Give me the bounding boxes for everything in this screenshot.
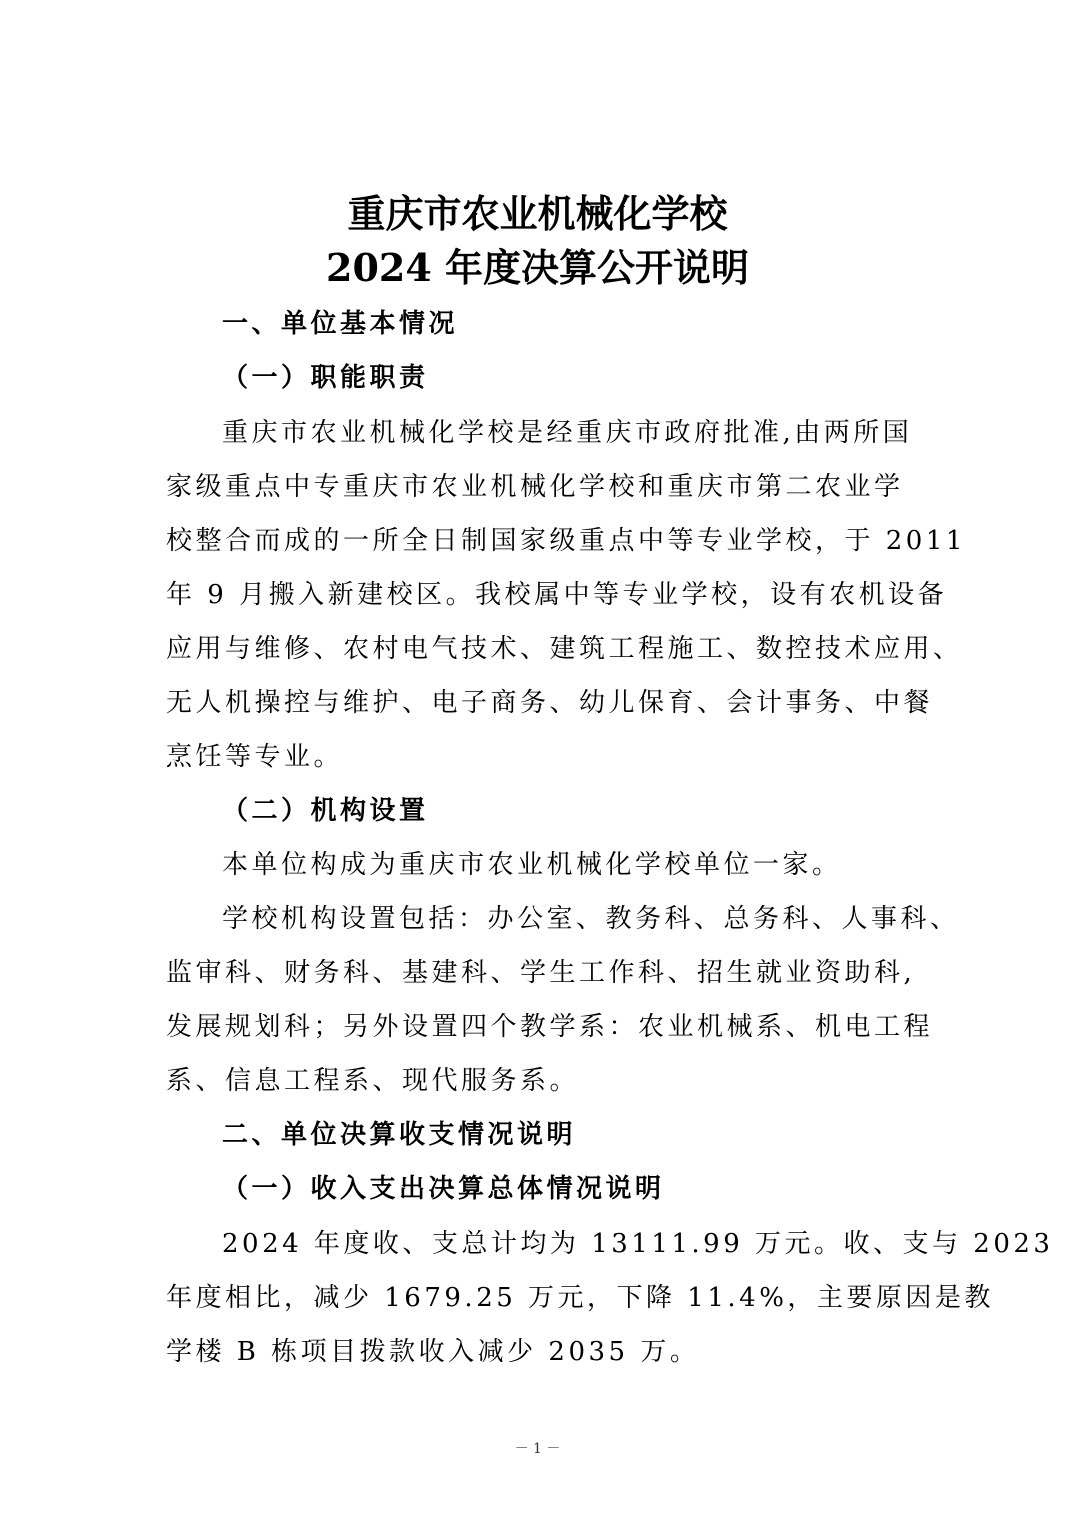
page-number: － 1 － (514, 1441, 561, 1457)
paragraph-line: 年度相比，减少 1679.25 万元，下降 11.4%，主要原因是教 (166, 1283, 994, 1313)
document-title-line2: 2024 年度决算公开说明 (326, 245, 749, 290)
section-heading-budget: 二、单位决算收支情况说明 (222, 1120, 577, 1150)
paragraph-line: 2024 年度收、支总计均为 13111.99 万元。收、支与 2023 (222, 1229, 1054, 1259)
paragraph-line: 年 9 月搬入新建校区。我校属中等专业学校，设有农机设备 (166, 580, 948, 610)
paragraph-line: 家级重点中专重庆市农业机械化学校和重庆市第二农业学 (166, 472, 904, 502)
section-heading-basic-info: 一、单位基本情况 (222, 309, 459, 339)
paragraph-line: 学楼 B 栋项目拨款收入减少 2035 万。 (166, 1337, 700, 1367)
paragraph-line: 本单位构成为重庆市农业机械化学校单位一家。 (222, 850, 842, 880)
paragraph-line: 重庆市农业机械化学校是经重庆市政府批准,由两所国 (222, 418, 913, 448)
paragraph-line: 学校机构设置包括：办公室、教务科、总务科、人事科、 (222, 904, 960, 934)
paragraph-line: 监审科、财务科、基建科、学生工作科、招生就业资助科, (166, 958, 916, 988)
paragraph-line: 烹饪等专业。 (166, 742, 344, 772)
paragraph-line: 无人机操控与维护、电子商务、幼儿保育、会计事务、中餐 (166, 688, 934, 718)
paragraph-line: 应用与维修、农村电气技术、建筑工程施工、数控技术应用、 (166, 634, 963, 664)
paragraph-line: 系、信息工程系、现代服务系。 (166, 1066, 580, 1096)
subheading-organization: （二）机构设置 (222, 796, 429, 826)
paragraph-line: 校整合而成的一所全日制国家级重点中等专业学校，于 2011 (166, 526, 966, 556)
subheading-functions: （一）职能职责 (222, 363, 429, 393)
document-title-line1: 重庆市农业机械化学校 (347, 191, 728, 236)
paragraph-line: 发展规划科；另外设置四个教学系：农业机械系、机电工程 (166, 1012, 934, 1042)
subheading-overall: （一）收入支出决算总体情况说明 (222, 1174, 665, 1204)
